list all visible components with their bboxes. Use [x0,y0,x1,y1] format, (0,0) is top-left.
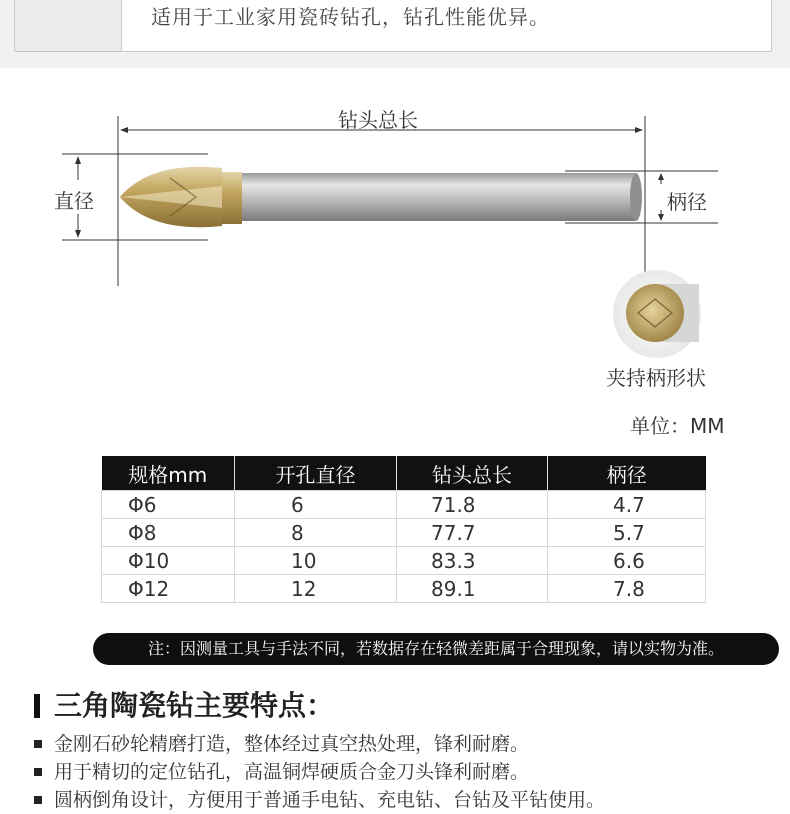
cell-spec: Φ8 [102,519,235,547]
table-row [102,519,706,547]
features-title: 三角陶瓷钻主要特点： [54,689,335,722]
cell-hole-diameter: 6 [235,491,397,519]
header-spec: 规格mm [102,456,235,491]
diameter-label: 直径 [54,189,94,213]
top-banner-label-cell [15,0,122,51]
cell-shank-diameter: 5.7 [548,519,706,547]
cell-spec: Φ10 [102,547,235,575]
drill-bit-diagram [0,68,790,448]
cell-shank-diameter: 7.8 [548,575,706,603]
table-row [102,547,706,575]
cell-shank-diameter: 6.6 [548,547,706,575]
feature-text: 金刚石砂轮精磨打造，整体经过真空热处理，锋利耐磨。 [54,733,530,755]
bullet-icon [34,768,42,776]
header-hole-diameter: 开孔直径 [235,456,397,491]
cell-hole-diameter: 12 [235,575,397,603]
cell-total-length: 89.1 [397,575,548,603]
features-list [34,730,605,814]
cell-hole-diameter: 10 [235,547,397,575]
list-item [34,786,605,814]
table-row [102,575,706,603]
bullet-icon [34,740,42,748]
features-title-bar [34,694,40,718]
feature-text: 圆柄倒角设计，方便用于普通手电钻、充电钻、台钻及平钻使用。 [54,789,606,811]
feature-text: 用于精切的定位钻孔，高温铜焊硬质合金刀头锋利耐磨。 [54,761,530,783]
top-banner-box [14,0,772,52]
cell-total-length: 83.3 [397,547,548,575]
list-item [34,758,605,786]
top-banner-text: 适用于工业家用瓷砖钻孔，钻孔性能优异。 [151,5,550,29]
spec-table-header-row [102,456,706,491]
cell-spec: Φ6 [102,491,235,519]
list-item [34,730,605,758]
cell-total-length: 71.8 [397,491,548,519]
cell-shank-diameter: 4.7 [548,491,706,519]
header-shank-diameter: 柄径 [548,456,706,491]
top-banner [0,0,790,68]
spec-table [101,456,706,603]
cell-total-length: 77.7 [397,519,548,547]
unit-label: 单位：MM [630,414,725,438]
total-length-label: 钻头总长 [338,108,418,132]
shank-diameter-label: 柄径 [667,190,707,214]
shank-shape-label: 夹持柄形状 [606,366,706,390]
bullet-icon [34,796,42,804]
table-row [102,491,706,519]
header-total-length: 钻头总长 [397,456,548,491]
measurement-note: 注：因测量工具与手法不同，若数据存在轻微差距属于合理现象，请以实物为准。 [93,633,779,665]
cell-spec: Φ12 [102,575,235,603]
cell-hole-diameter: 8 [235,519,397,547]
